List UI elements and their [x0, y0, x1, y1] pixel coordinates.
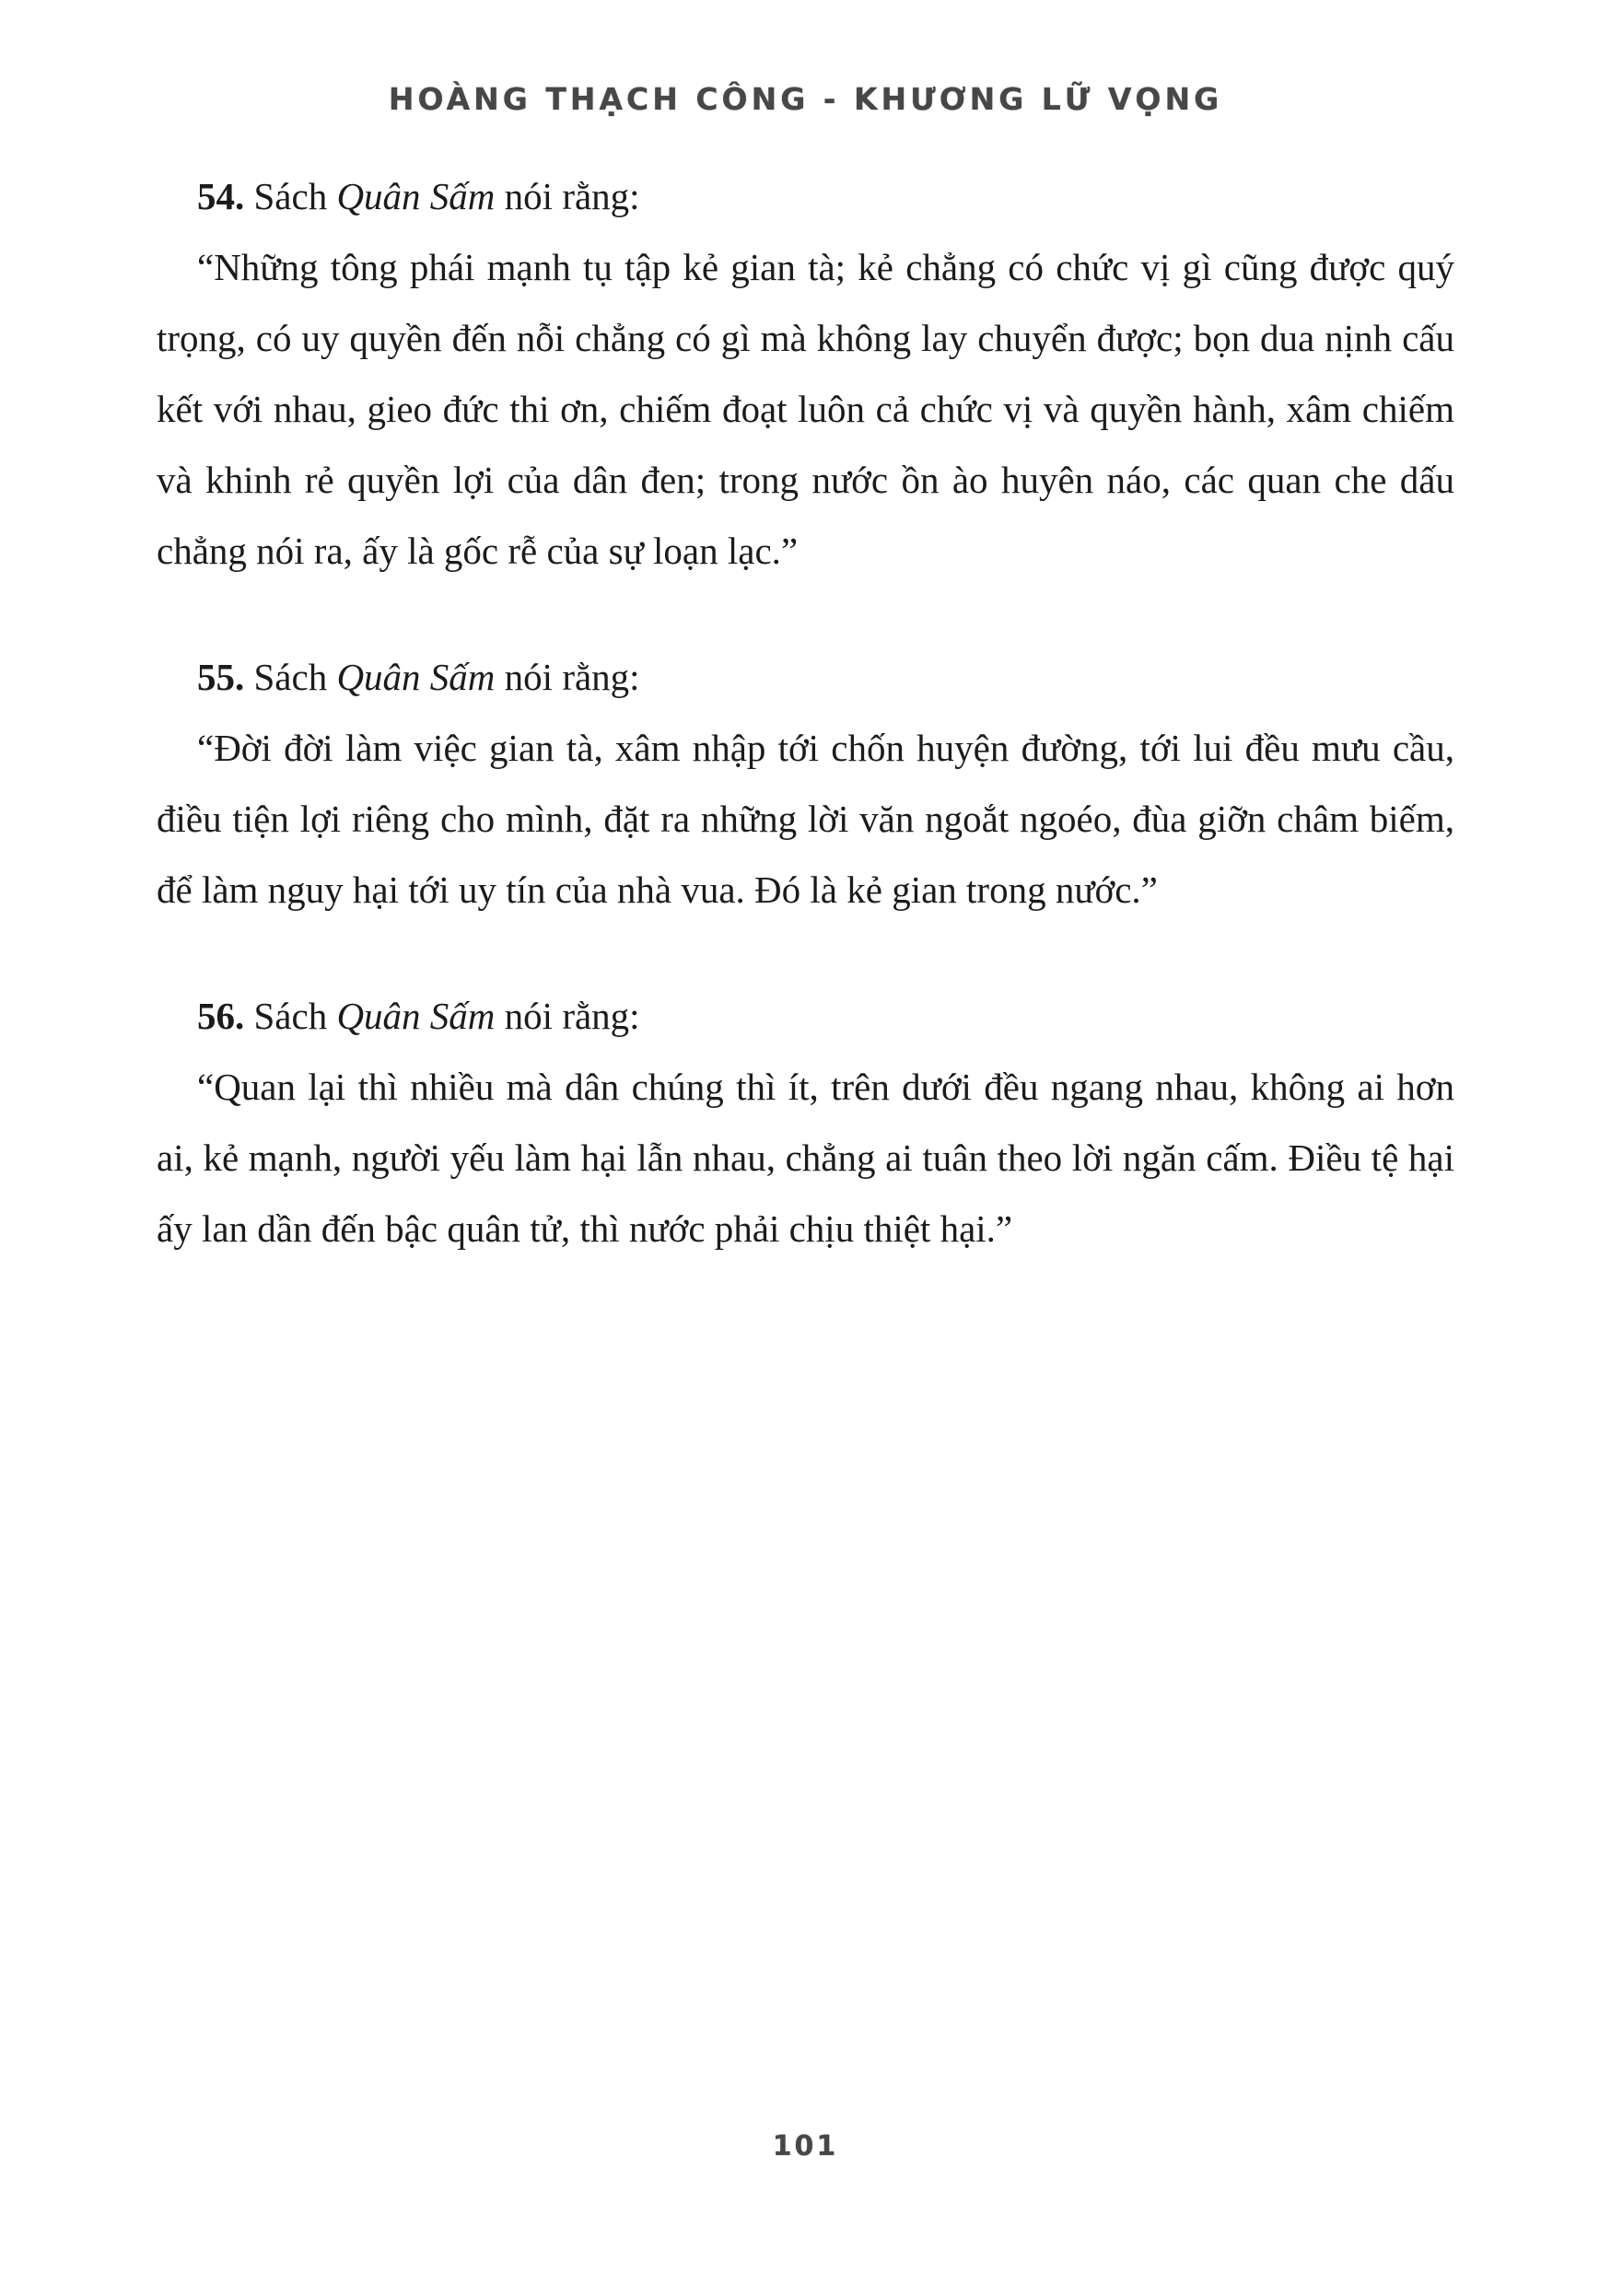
quote-paragraph-56: “Quan lại thì nhiều mà dân chúng thì ít, trên dưới đều ngang nhau, không ai hơn ai, kẻ mạnh, người yếu làm hại lẫn nhau, chẳng ai tuân theo lời ngăn cấm. Điều tệ hại ấy lan dần đến bậc quân tử, thì nước phải chịu thiệt hại.”: [157, 1066, 1454, 1250]
section-heading-54: [157, 161, 1454, 232]
quote-paragraph-55: “Đời đời làm việc gian tà, xâm nhập tới chốn huyện đường, tới lui đều mưu cầu, điều tiện lợi riêng cho mình, đặt ra những lời văn ngoắt ngoéo, đùa giỡn châm biếm, để làm nguy hại tới uy tín của nhà vua. Đó là kẻ gian trong nước.”: [157, 727, 1454, 911]
page-content: [0, 117, 1611, 1265]
heading-tail-text: nói rằng:: [495, 995, 640, 1037]
quote-paragraph-54: “Những tông phái mạnh tụ tập kẻ gian tà; kẻ chẳng có chức vị gì cũng được quý trọng, có uy quyền đến nỗi chẳng có gì mà không lay chuyển được; bọn dua nịnh cấu kết với nhau, gieo đức thi ơn, chiếm đoạt luôn cả chức vị và quyền hành, xâm chiếm và khinh rẻ quyền lợi của dân đen; trong nước ồn ào huyên náo, các quan che dấu chẳng nói ra, ấy là gốc rễ của sự loạn lạc.”: [157, 246, 1454, 572]
heading-lead-text: Sách: [244, 175, 337, 217]
section-number: 55.: [197, 656, 245, 698]
page-number: 101: [772, 2130, 839, 2162]
section-number: 54.: [197, 175, 245, 217]
heading-lead-text: Sách: [244, 656, 337, 698]
heading-tail-text: nói rằng:: [495, 656, 640, 698]
section-heading-56: [157, 981, 1454, 1052]
book-title: Quân Sấm: [336, 656, 496, 698]
heading-lead-text: Sách: [244, 995, 337, 1037]
book-title: Quân Sấm: [336, 175, 496, 217]
section-heading-55: [157, 642, 1454, 713]
heading-tail-text: nói rằng:: [495, 175, 640, 217]
section-number: 56.: [197, 995, 245, 1037]
running-header: HOÀNG THẠCH CÔNG - KHƯƠNG LỮ VỌNG: [388, 81, 1223, 117]
book-title: Quân Sấm: [336, 995, 496, 1037]
